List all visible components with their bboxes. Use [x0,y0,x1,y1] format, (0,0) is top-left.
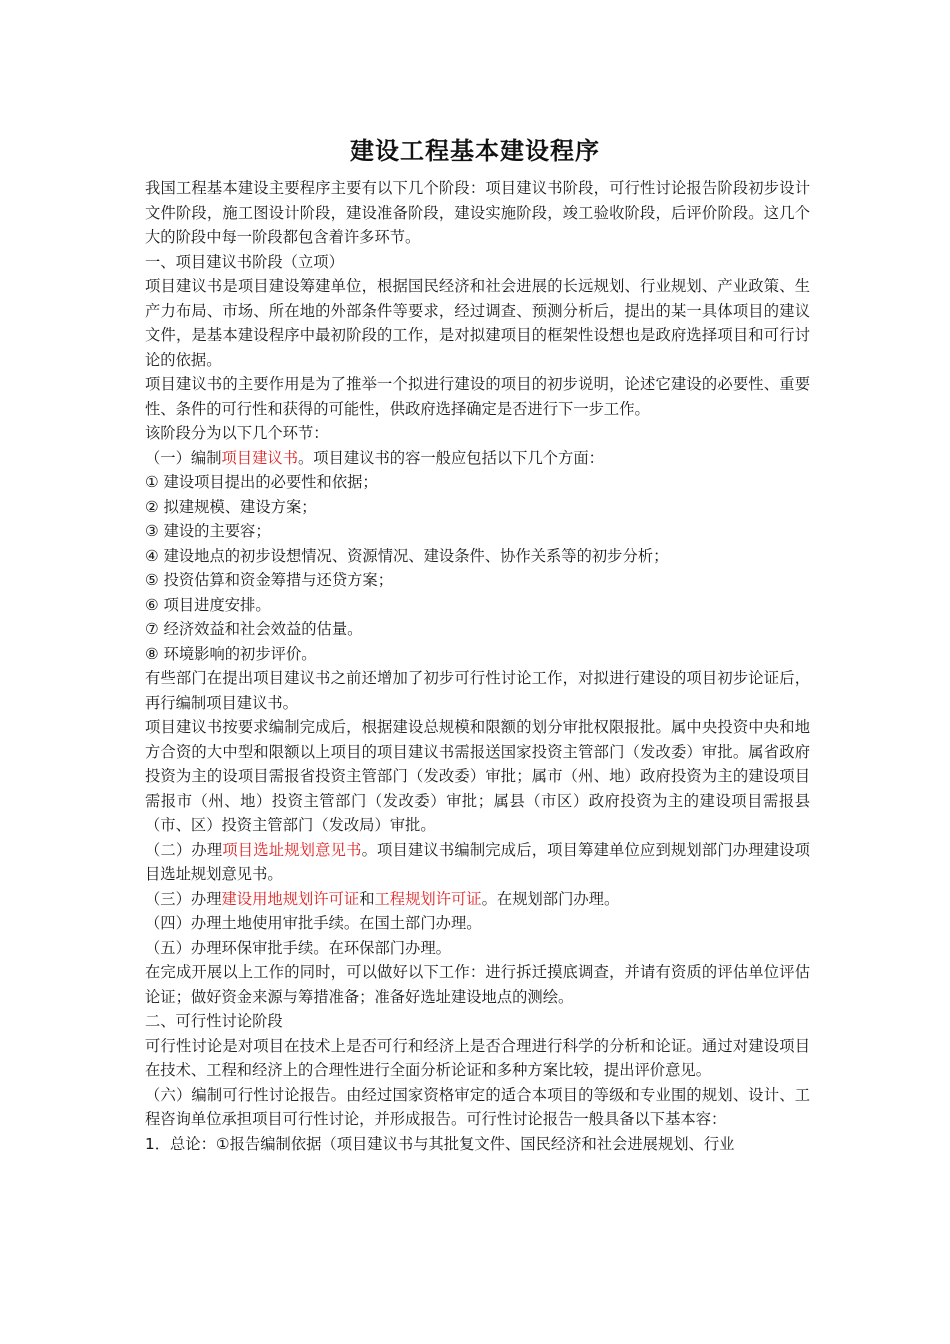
paragraph-text: 在完成开展以上工作的同时，可以做好以下工作：进行拆迁摸底调查，并请有资质的评估单位评估论证；做好资金来源与筹措准备；准备好选址建设地点的测绘。 [145,963,810,1006]
highlighted-term: 建设用地规划许可证 [221,889,360,908]
paragraph-text: ⑦ 经济效益和社会效益的估量。 [145,620,363,638]
paragraph-text: （五）办理环保审批手续。在环保部门办理。 [145,938,451,957]
paragraph-text: 我国工程基本建设主要程序主要有以下几个阶段：项目建议书阶段，可行性讨论报告阶段初步设计文件阶段，施工图设计阶段，建设准备阶段，建设实施阶段，竣工验收阶段，后评价阶段。这几个大的阶段中每一阶段都包含着许多环节。 [145,179,810,246]
paragraph [145,1009,810,1034]
paragraph [145,446,810,471]
paragraph [145,470,810,495]
paragraph [145,642,810,667]
paragraph-text: 可行性讨论是对项目在技术上是否可行和经济上是否合理进行科学的分析和论证。通过对建设项目在技术、工程和经济上的合理性进行全面分析论证和多种方案比较，提出评价意见。 [145,1036,810,1079]
paragraph [145,544,810,569]
paragraph-text: （六）编制可行性讨论报告。由经过国家资格审定的适合本项目的等级和专业围的规划、设计、工程咨询单位承担项目可行性讨论，并形成报告。可行性讨论报告一般具备以下基本容： [145,1085,810,1128]
paragraph [145,1132,810,1157]
paragraph-text: 项目建议书是项目建设筹建单位，根据国民经济和社会进展的长远规划、行业规划、产业政策、生产力布局、市场、所在地的外部条件等要求，经过调查、预测分析后，提出的某一具体项目的建议文件，是基本建设程序中最初阶段的工作，是对拟建项目的框架性设想也是政府选择项目和可行讨论的依据。 [145,277,810,369]
paragraph-text: 。项目建议书编制完成后，项目筹建单位应到规划部门办理建设项目选址规划意见书。 [145,840,810,883]
paragraph [145,176,810,250]
highlighted-term: 项目选址规划意见书 [222,840,362,859]
paragraph-text: 二、可行性讨论阶段 [145,1012,283,1030]
paragraph [145,887,810,912]
paragraph-text: ④ 建设地点的初步设想情况、资源情况、建设条件、协作关系等的初步分析； [145,546,669,565]
highlighted-term: 工程规划许可证 [374,889,482,908]
paragraph [145,593,810,618]
paragraph-text: ⑥ 项目进度安排。 [145,595,271,614]
paragraph [145,617,810,642]
paragraph-text: ⑤ 投资估算和资金筹措与还贷方案； [145,571,394,589]
highlighted-term: 项目建议书 [221,448,298,467]
paragraph [145,372,810,421]
paragraph-text: （一）编制 [145,448,222,467]
paragraph [145,568,810,593]
paragraph-text: ③ 建设的主要容； [145,522,271,540]
document-body [145,176,810,1156]
paragraph-text: 1．总论：①报告编制依据（项目建议书与其批复文件、国民经济和社会进展规划、行业 [145,1134,735,1153]
paragraph-text: ② 拟建规模、建设方案； [145,497,317,516]
paragraph [145,960,810,1009]
paragraph [145,666,810,715]
paragraph [145,250,810,275]
paragraph-text: 和 [359,889,375,908]
paragraph [145,715,810,838]
paragraph-text: 有些部门在提出项目建议书之前还增加了初步可行性讨论工作，对拟进行建设的项目初步论证后，再行编制项目建议书。 [145,669,810,712]
paragraph-text: ① 建设项目提出的必要性和依据； [145,473,378,491]
paragraph [145,495,810,520]
paragraph-text: 该阶段分为以下几个环节： [145,424,329,442]
paragraph-text: （四）办理土地使用审批手续。在国土部门办理。 [145,914,482,932]
paragraph [145,1034,810,1083]
paragraph [145,274,810,372]
paragraph [145,1083,810,1132]
document-title: 建设工程基本建设程序 [350,137,600,165]
paragraph-text: 一、项目建议书阶段（立项） [145,252,344,271]
paragraph-text: 。在规划部门办理。 [481,889,620,908]
paragraph-text: （二）办理 [145,840,223,859]
paragraph-text: 。项目建议书的容一般应包括以下几个方面： [298,448,604,467]
paragraph [145,936,810,961]
paragraph [145,911,810,936]
paragraph-text: ⑧ 环境影响的初步评价。 [145,644,317,663]
paragraph [145,838,810,887]
paragraph [145,421,810,446]
paragraph [145,519,810,544]
paragraph-text: 项目建议书的主要作用是为了推举一个拟进行建设的项目的初步说明，论述它建设的必要性、重要性、条件的可行性和获得的可能性，供政府选择确定是否进行下一步工作。 [145,375,810,418]
paragraph-text: 项目建议书按要求编制完成后，根据建设总规模和限额的划分审批权限报批。属中央投资中央和地方合资的大中型和限额以上项目的项目建议书需报送国家投资主管部门（发改委）审批。属省政府投资为主的设项目需报省投资主管部门（发改委）审批；属市（州、地）政府投资为主的建设项目需报市（州、地）投资主管部门（发改委）审批；属县（市区）政府投资为主的建设项目需报县（市、区）投资主管部门（发改局）审批。 [145,718,810,834]
paragraph-text: （三）办理 [145,889,222,908]
